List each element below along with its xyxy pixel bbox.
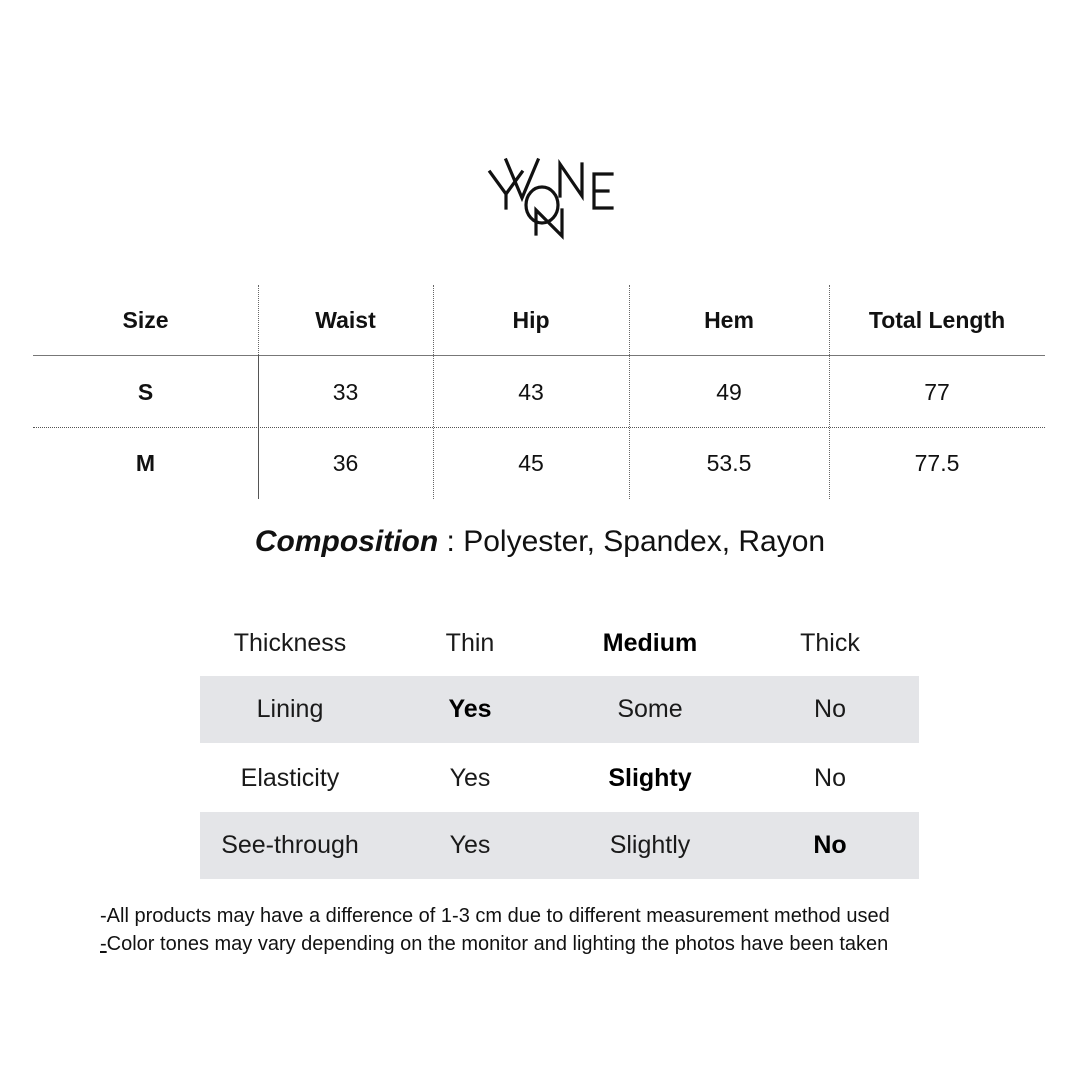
header-divider — [33, 355, 1045, 356]
fabric-properties-table — [200, 610, 919, 880]
option-slightly: Slightly — [609, 831, 691, 859]
attribute-label: Thickness — [233, 629, 347, 657]
option-thin: Thin — [445, 629, 495, 657]
attribute-label: Lining — [256, 695, 324, 723]
note-color-text: Color tones may vary depending on the monitor and lighting the photos have been taken — [106, 933, 889, 955]
value-waist-s: 33 — [332, 378, 359, 405]
composition-separator: : — [438, 525, 464, 558]
value-total-length-s: 77 — [924, 378, 950, 405]
note-measurement: -All products may have a difference of 1-3 cm due to different measurement method used — [100, 905, 890, 927]
option-no-selected: No — [813, 831, 847, 859]
header-size: Size — [122, 306, 169, 333]
note-color-dash: - — [100, 933, 107, 955]
size-label-s: S — [137, 378, 154, 405]
note-color — [100, 930, 1060, 958]
option-no: No — [814, 695, 846, 723]
fabric-row-lining — [200, 676, 919, 743]
fabric-row-thickness — [200, 610, 919, 677]
option-slighty-selected: Slighty — [608, 764, 692, 792]
option-thick: Thick — [800, 629, 860, 657]
fabric-row-elasticity — [200, 745, 919, 812]
composition-label: Composition — [254, 525, 439, 558]
brand-logo — [480, 150, 630, 245]
size-chart-table — [33, 285, 1045, 499]
option-yes: Yes — [449, 764, 491, 792]
column-divider — [433, 285, 434, 499]
value-hip-m: 45 — [518, 449, 544, 476]
column-divider — [829, 285, 830, 499]
option-medium-selected: Medium — [602, 629, 698, 657]
row-divider — [33, 427, 1045, 428]
value-total-length-m: 77.5 — [914, 449, 960, 476]
column-divider — [629, 285, 630, 499]
header-hem: Hem — [704, 306, 754, 333]
header-total-length: Total Length — [868, 306, 1006, 333]
option-some: Some — [617, 695, 683, 723]
value-waist-m: 36 — [332, 449, 359, 476]
header-hip: Hip — [512, 306, 550, 333]
option-no: No — [814, 764, 846, 792]
size-column-divider — [258, 355, 259, 499]
value-hem-m: 53.5 — [706, 449, 752, 476]
attribute-label: Elasticity — [240, 764, 340, 792]
attribute-label: See-through — [221, 831, 359, 859]
header-waist: Waist — [315, 306, 376, 333]
value-hem-s: 49 — [716, 378, 742, 405]
composition-value: Polyester, Spandex, Rayon — [463, 525, 826, 558]
size-label-m: M — [135, 449, 156, 476]
value-hip-s: 43 — [518, 378, 544, 405]
disclaimer-notes — [100, 902, 1060, 958]
option-yes: Yes — [449, 831, 491, 859]
option-yes-selected: Yes — [448, 695, 492, 723]
fabric-row-see-through — [200, 812, 919, 879]
composition-line — [0, 520, 1080, 564]
